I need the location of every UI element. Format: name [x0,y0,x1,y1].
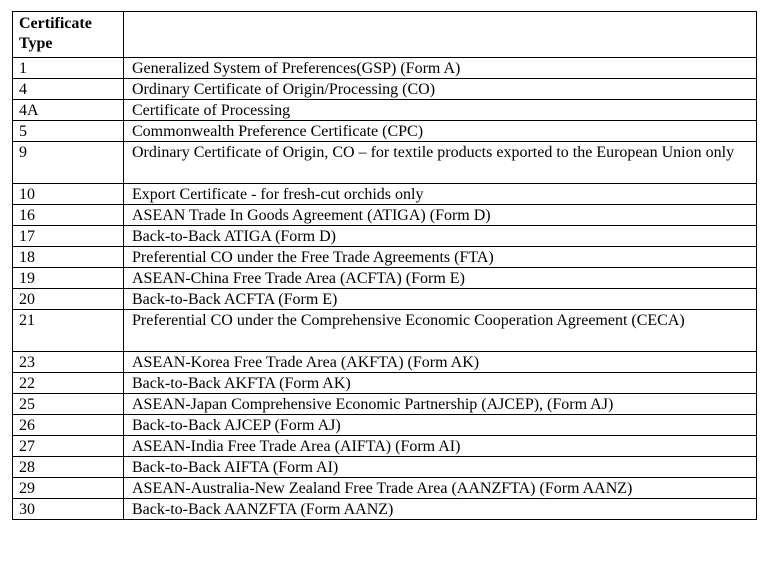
certificate-description: Back-to-Back ATIGA (Form D) [124,226,757,247]
table-row [13,478,757,499]
certificate-type-code: 10 [13,184,124,205]
certificate-description: Ordinary Certificate of Origin/Processing (CO) [124,79,757,100]
certificate-type-code: 21 [13,310,124,352]
certificate-description: Preferential CO under the Free Trade Agreements (FTA) [124,247,757,268]
certificate-description: Export Certificate - for fresh-cut orchids only [124,184,757,205]
certificate-description: ASEAN-Australia-New Zealand Free Trade Area (AANZFTA) (Form AANZ) [124,478,757,499]
certificate-type-code: 4A [13,100,124,121]
table-row [13,289,757,310]
table-header-row [13,12,757,58]
certificate-description: Ordinary Certificate of Origin, CO – for textile products exported to the European Union only [124,142,757,184]
table-row [13,205,757,226]
certificate-type-code: 29 [13,478,124,499]
certificate-description: ASEAN Trade In Goods Agreement (ATIGA) (Form D) [124,205,757,226]
table-row [13,457,757,478]
certificate-description: Back-to-Back ACFTA (Form E) [124,289,757,310]
certificate-description: Back-to-Back AJCEP (Form AJ) [124,415,757,436]
column-header-certificate-type: Certificate Type [13,12,124,58]
certificate-type-code: 4 [13,79,124,100]
certificate-type-code: 28 [13,457,124,478]
certificate-type-code: 30 [13,499,124,520]
certificate-description: Back-to-Back AIFTA (Form AI) [124,457,757,478]
certificate-type-code: 18 [13,247,124,268]
certificate-type-table [12,11,757,520]
certificate-description: ASEAN-Korea Free Trade Area (AKFTA) (Form AK) [124,352,757,373]
table-row [13,184,757,205]
table-header [13,12,757,58]
table-row [13,415,757,436]
table-body [13,58,757,520]
certificate-type-code: 20 [13,289,124,310]
certificate-description: ASEAN-India Free Trade Area (AIFTA) (Form AI) [124,436,757,457]
certificate-type-code: 17 [13,226,124,247]
table-row [13,142,757,184]
certificate-description: Back-to-Back AANZFTA (Form AANZ) [124,499,757,520]
table-row [13,100,757,121]
certificate-type-code: 25 [13,394,124,415]
certificate-type-code: 5 [13,121,124,142]
certificate-description: Certificate of Processing [124,100,757,121]
table-row [13,436,757,457]
table-row [13,268,757,289]
certificate-type-code: 9 [13,142,124,184]
table-row [13,226,757,247]
table-row [13,394,757,415]
certificate-type-code: 22 [13,373,124,394]
certificate-description: Preferential CO under the Comprehensive Economic Cooperation Agreement (CECA) [124,310,757,352]
certificate-type-code: 16 [13,205,124,226]
table-row [13,499,757,520]
table-row [13,58,757,79]
certificate-type-code: 26 [13,415,124,436]
table-row [13,121,757,142]
table-row [13,310,757,352]
table-row [13,352,757,373]
table-row [13,373,757,394]
table-row [13,79,757,100]
certificate-description: Generalized System of Preferences(GSP) (Form A) [124,58,757,79]
certificate-description: ASEAN-China Free Trade Area (ACFTA) (Form E) [124,268,757,289]
table-row [13,247,757,268]
certificate-type-code: 19 [13,268,124,289]
certificate-description: ASEAN-Japan Comprehensive Economic Partnership (AJCEP), (Form AJ) [124,394,757,415]
certificate-type-code: 27 [13,436,124,457]
certificate-description: Commonwealth Preference Certificate (CPC) [124,121,757,142]
certificate-description: Back-to-Back AKFTA (Form AK) [124,373,757,394]
certificate-type-code: 1 [13,58,124,79]
column-header-description [124,12,757,58]
certificate-type-code: 23 [13,352,124,373]
